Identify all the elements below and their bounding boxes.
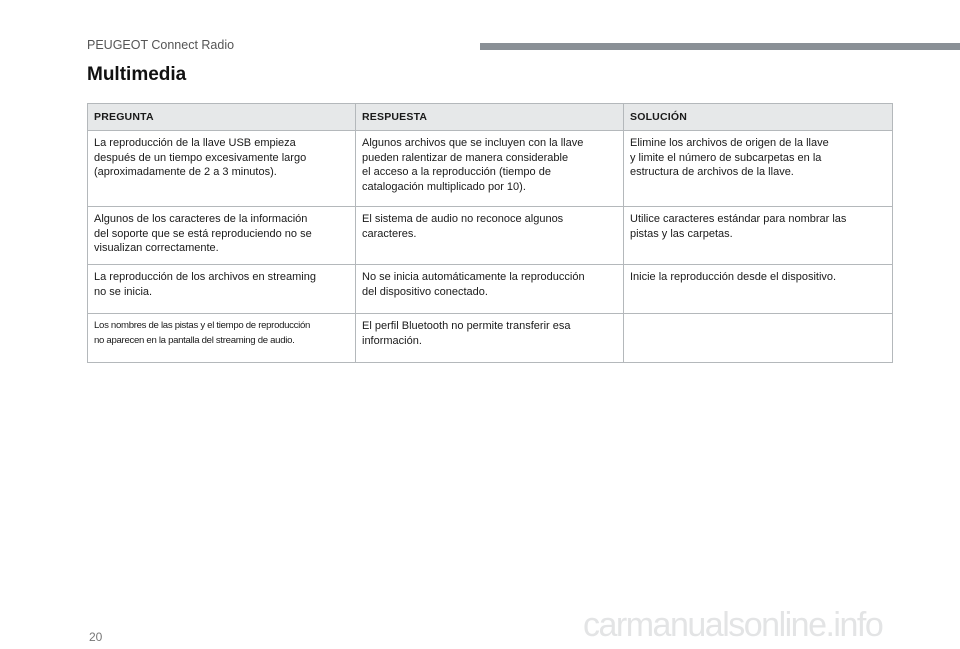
header-bar bbox=[480, 43, 960, 50]
answer-cell: El sistema de audio no reconoce algunos caracteres. bbox=[356, 207, 624, 265]
solution-cell: Elimine los archivos de origen de la llave y limite el número de subcarpetas en la estructura de archivos de la llave. bbox=[624, 131, 893, 207]
header-title: PEUGEOT Connect Radio bbox=[87, 38, 235, 52]
column-header-solucion: SOLUCIÓN bbox=[624, 104, 893, 131]
question-cell: Los nombres de las pistas y el tiempo de reproducción no aparecen en la pantalla del streaming de audio. bbox=[88, 314, 356, 363]
faq-table bbox=[87, 103, 893, 363]
watermark: carmanualsonline.info bbox=[583, 606, 883, 644]
table-header-row bbox=[88, 104, 893, 131]
section-title: Multimedia bbox=[87, 64, 187, 85]
answer-cell: El perfil Bluetooth no permite transferir esa información. bbox=[356, 314, 624, 363]
question-cell: La reproducción de los archivos en streaming no se inicia. bbox=[88, 265, 356, 314]
solution-cell: Utilice caracteres estándar para nombrar las pistas y las carpetas. bbox=[624, 207, 893, 265]
table-row bbox=[88, 207, 893, 265]
column-header-respuesta: RESPUESTA bbox=[356, 104, 624, 131]
column-header-pregunta: PREGUNTA bbox=[88, 104, 356, 131]
question-cell: Algunos de los caracteres de la información del soporte que se está reproduciendo no se visualizan correctamente. bbox=[88, 207, 356, 265]
table-row bbox=[88, 314, 893, 363]
solution-cell bbox=[624, 314, 893, 363]
question-cell: La reproducción de la llave USB empieza después de un tiempo excesivamente largo (aproximadamente de 2 a 3 minutos). bbox=[88, 131, 356, 207]
page-number: 20 bbox=[89, 630, 103, 644]
answer-cell: Algunos archivos que se incluyen con la llave pueden ralentizar de manera considerable el acceso a la reproducción (tiempo de catalogación multiplicado por 10). bbox=[356, 131, 624, 207]
table-row bbox=[88, 265, 893, 314]
table-row bbox=[88, 131, 893, 207]
answer-cell: No se inicia automáticamente la reproducción del dispositivo conectado. bbox=[356, 265, 624, 314]
solution-cell: Inicie la reproducción desde el dispositivo. bbox=[624, 265, 893, 314]
